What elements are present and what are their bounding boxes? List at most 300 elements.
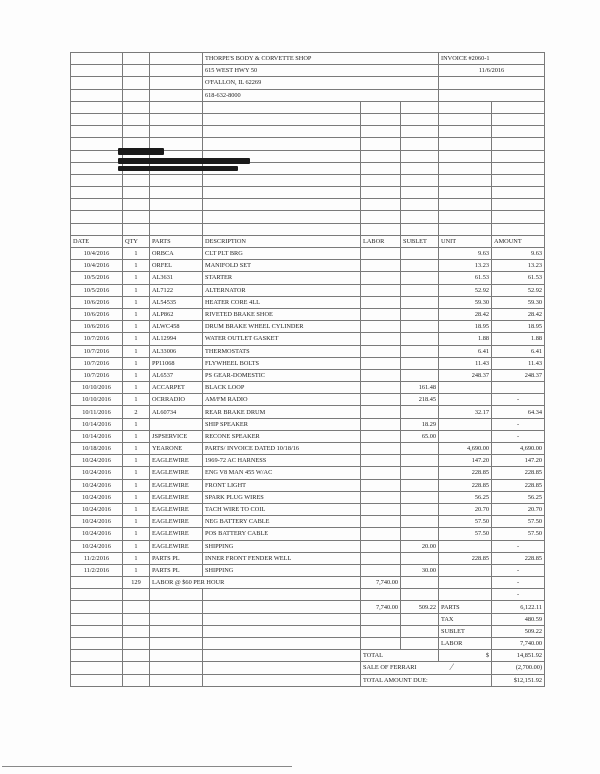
table-cell [361,394,401,406]
sublet-value: 509.22 [492,625,545,637]
table-cell: 10/18/2016 [71,443,123,455]
table-cell [123,650,150,662]
table-cell [71,223,123,235]
table-cell: 4,690.00 [492,443,545,455]
invoice-date: 11/6/2016 [439,65,545,77]
table-cell: 10/24/2016 [71,528,123,540]
table-row [71,503,545,515]
table-cell [401,126,439,138]
table-cell [361,248,401,260]
table-cell [150,101,203,113]
table-row [71,625,545,637]
table-row [71,101,545,113]
table-cell: 52.92 [492,284,545,296]
table-cell: 7,740.00 [361,577,401,589]
table-cell: 18.95 [439,321,492,333]
shop-phone: 618-632-8000 [203,89,439,101]
table-cell: 1 [123,443,150,455]
redaction-bar [118,148,164,155]
table-cell [123,101,150,113]
table-cell [361,516,401,528]
table-cell [401,150,439,162]
amount-due-value: $12,151.92 [492,674,545,686]
table-row [71,638,545,650]
shop-city: O'FALLON, IL 62269 [203,77,439,89]
table-cell [401,406,439,418]
table-cell: 57.50 [439,516,492,528]
table-cell: 1 [123,333,150,345]
table-cell: - [492,564,545,576]
table-cell: 1 [123,479,150,491]
table-cell: 10/24/2016 [71,491,123,503]
table-cell: 13.23 [492,260,545,272]
table-cell [203,625,361,637]
table-row [71,516,545,528]
table-cell: 1 [123,321,150,333]
table-cell: 1.88 [492,333,545,345]
table-cell [123,174,150,186]
table-cell [401,589,439,601]
column-header: DESCRIPTION [203,235,361,247]
table-row [71,260,545,272]
table-cell: 18.29 [401,418,439,430]
total-label: TOTAL [361,650,439,662]
table-cell [492,174,545,186]
table-cell [492,211,545,223]
table-cell [439,77,545,89]
table-cell [361,357,401,369]
table-cell [361,491,401,503]
table-row [71,65,545,77]
table-cell: 228.85 [492,479,545,491]
table-cell [492,199,545,211]
table-cell [123,113,150,125]
table-cell: 57.50 [492,516,545,528]
table-cell [401,101,439,113]
table-cell [361,101,401,113]
table-cell [361,211,401,223]
table-cell: RIVETED BRAKE SHOE [203,308,361,320]
table-cell: 147.20 [492,455,545,467]
table-cell [123,77,150,89]
table-cell [150,418,203,430]
table-cell: 1 [123,564,150,576]
table-cell: - [492,418,545,430]
table-row [71,662,545,674]
table-cell: TACH WIRE TO COIL [203,503,361,515]
table-row [71,467,545,479]
column-header: LABOR [361,235,401,247]
table-cell [361,382,401,394]
table-row [71,53,545,65]
table-cell: ORFEL [150,260,203,272]
table-row [71,674,545,686]
tax-label: TAX [439,613,492,625]
shop-name: THORPE'S BODY & CORVETTE SHOP [203,53,439,65]
table-cell [439,382,492,394]
table-cell [361,369,401,381]
table-cell [150,638,203,650]
table-cell [361,552,401,564]
invoice-number: INVOICE #2060-1 [439,53,545,65]
table-row [71,406,545,418]
column-header: QTY [123,235,150,247]
table-row [71,284,545,296]
table-row [71,199,545,211]
table-cell: SHIPPING [203,540,361,552]
tax-value: 480.59 [492,613,545,625]
table-cell: 1 [123,260,150,272]
table-cell: 57.50 [439,528,492,540]
table-cell [150,662,203,674]
table-cell [401,443,439,455]
table-cell [71,674,123,686]
table-cell [439,162,492,174]
table-row [71,345,545,357]
table-cell: 10/7/2016 [71,369,123,381]
table-cell: 1 [123,296,150,308]
table-cell: 30.00 [401,564,439,576]
table-cell [401,613,439,625]
table-row [71,248,545,260]
table-cell [150,589,203,601]
table-cell: 9.63 [492,248,545,260]
table-cell [361,260,401,272]
table-row [71,613,545,625]
table-cell [150,625,203,637]
table-cell: 1 [123,418,150,430]
table-cell: 56.25 [492,491,545,503]
table-cell: 1 [123,345,150,357]
table-cell: 1.88 [439,333,492,345]
table-cell [71,662,123,674]
table-cell [401,455,439,467]
table-cell [123,89,150,101]
table-cell [123,199,150,211]
table-row [71,357,545,369]
table-cell [71,174,123,186]
table-cell [492,126,545,138]
table-cell: 228.85 [492,552,545,564]
table-cell: BLACK LOOP [203,382,361,394]
table-cell: PS GEAR-DOMESTIC [203,369,361,381]
pen-mark: ⁄ [451,662,453,672]
table-cell: PP11068 [150,357,203,369]
table-cell: REAR BRAKE DRUM [203,406,361,418]
table-cell [150,199,203,211]
total-value: 14,851.92 [492,650,545,662]
table-cell: 1 [123,248,150,260]
table-cell [203,662,361,674]
table-cell [439,211,492,223]
table-row [71,89,545,101]
table-cell: - [492,430,545,442]
table-cell [401,272,439,284]
table-cell: THERMOSTATS [203,345,361,357]
table-cell [203,674,361,686]
table-cell: 65.00 [401,430,439,442]
table-cell [203,199,361,211]
table-cell [401,284,439,296]
table-row [71,601,545,613]
sublet-label: SUBLET [439,625,492,637]
table-cell [401,577,439,589]
table-cell [71,53,123,65]
table-cell [361,613,401,625]
table-cell: 64.34 [492,406,545,418]
table-cell: 1 [123,357,150,369]
table-cell: 228.85 [439,467,492,479]
table-cell: 20.00 [401,540,439,552]
shop-address: 615 WEST HWY 50 [203,65,439,77]
sale-value: (2,700.00) [492,662,545,674]
table-cell: AL54535 [150,296,203,308]
table-cell [401,357,439,369]
table-cell [123,65,150,77]
table-cell [401,248,439,260]
table-cell [361,418,401,430]
table-cell: - [492,394,545,406]
table-cell [401,552,439,564]
table-cell: 1 [123,430,150,442]
table-cell: FRONT LIGHT [203,479,361,491]
table-cell [401,321,439,333]
table-cell [439,540,492,552]
table-cell [401,345,439,357]
table-cell [203,174,361,186]
table-cell [492,162,545,174]
table-cell: 1 [123,272,150,284]
table-cell: 1 [123,552,150,564]
table-cell: AL60734 [150,406,203,418]
table-cell [203,138,361,150]
table-cell [150,113,203,125]
table-row [71,113,545,125]
table-cell: DRUM BRAKE WHEEL CYLINDER [203,321,361,333]
table-cell [150,650,203,662]
table-cell [150,174,203,186]
table-cell: 18.95 [492,321,545,333]
table-cell: 228.85 [492,467,545,479]
table-cell: 61.53 [492,272,545,284]
table-cell: 10/24/2016 [71,540,123,552]
table-cell: 10/24/2016 [71,467,123,479]
table-cell [401,516,439,528]
table-cell: PARTS PL [150,552,203,564]
table-row [71,308,545,320]
table-cell: 10/7/2016 [71,345,123,357]
scan-edge-line [2,766,292,767]
table-cell [203,223,361,235]
table-cell: OCRRADIO [150,394,203,406]
table-cell: 10/5/2016 [71,284,123,296]
table-cell: POS BATTERY CABLE [203,528,361,540]
column-header: UNIT [439,235,492,247]
table-cell [361,467,401,479]
table-row [71,589,545,601]
table-cell [71,126,123,138]
table-cell [439,418,492,430]
table-cell [71,101,123,113]
table-row [71,394,545,406]
table-cell: AL3631 [150,272,203,284]
table-cell: INNER FRONT FENDER WELL [203,552,361,564]
table-cell [439,589,492,601]
table-cell [71,187,123,199]
table-cell [439,101,492,113]
table-cell: 248.37 [439,369,492,381]
table-cell [71,150,123,162]
table-cell [439,150,492,162]
table-cell: RECONE SPEAKER [203,430,361,442]
table-row [71,187,545,199]
table-cell: HEATER CORE 4LL [203,296,361,308]
table-cell: ENG V8 MAN 455 W/AC [203,467,361,479]
table-cell: 161.48 [401,382,439,394]
table-cell [401,199,439,211]
table-row [71,235,545,247]
table-cell: 59.30 [439,296,492,308]
table-cell [401,467,439,479]
table-row [71,333,545,345]
sale-label: SALE OF FERRARI [361,662,492,674]
table-cell: AL12994 [150,333,203,345]
table-row [71,418,545,430]
table-cell [361,272,401,284]
table-cell [123,223,150,235]
table-cell [361,406,401,418]
table-cell: EAGLEWIRE [150,455,203,467]
table-cell [203,211,361,223]
table-cell: 9.63 [439,248,492,260]
column-header: AMOUNT [492,235,545,247]
table-cell [439,174,492,186]
table-cell: SHIP SPEAKER [203,418,361,430]
labor-description: LABOR @ $60 PER HOUR [150,577,361,589]
table-cell: 10/11/2016 [71,406,123,418]
table-cell [203,126,361,138]
table-cell: 228.85 [439,552,492,564]
table-cell: ORBCA [150,248,203,260]
table-cell [439,394,492,406]
table-cell [401,503,439,515]
table-cell: 10/7/2016 [71,333,123,345]
table-cell [123,53,150,65]
table-row [71,272,545,284]
table-cell [401,638,439,650]
column-header: SUBLET [401,235,439,247]
table-cell: 228.85 [439,479,492,491]
table-cell [71,65,123,77]
table-cell [123,601,150,613]
table-cell [439,199,492,211]
table-cell [203,113,361,125]
table-cell: 10/4/2016 [71,260,123,272]
table-cell [401,333,439,345]
table-cell [361,187,401,199]
table-cell: STARTER [203,272,361,284]
table-cell: - [492,540,545,552]
table-cell: EAGLEWIRE [150,516,203,528]
table-cell [401,113,439,125]
table-cell [123,662,150,674]
table-cell [150,89,203,101]
table-cell [439,577,492,589]
table-cell: 1969-72 AC HARNESS [203,455,361,467]
table-row [71,577,545,589]
table-cell: 1 [123,540,150,552]
table-cell [123,638,150,650]
table-cell: EAGLEWIRE [150,491,203,503]
table-cell [492,138,545,150]
table-row [71,552,545,564]
table-cell: 10/24/2016 [71,479,123,491]
table-cell: 13.23 [439,260,492,272]
table-cell [492,113,545,125]
table-cell [492,382,545,394]
table-row [71,382,545,394]
table-cell: SHIPPING [203,564,361,576]
table-cell: AL6537 [150,369,203,381]
total-currency: $ [439,650,492,662]
table-cell: YEARONE [150,443,203,455]
table-cell: 10/24/2016 [71,455,123,467]
sublet-total: 509.22 [401,601,439,613]
table-cell [71,211,123,223]
table-cell: PARTS/ INVOICE DATED 10/18/16 [203,443,361,455]
amount-due-label: TOTAL AMOUNT DUE: [361,674,492,686]
table-cell [123,126,150,138]
table-cell: FLYWHEEL BOLTS [203,357,361,369]
table-cell [123,674,150,686]
table-cell [401,308,439,320]
table-cell: 10/5/2016 [71,272,123,284]
table-cell: 28.42 [492,308,545,320]
table-cell [150,674,203,686]
table-cell [361,455,401,467]
table-cell: 1 [123,467,150,479]
table-cell: EAGLEWIRE [150,540,203,552]
table-cell: 10/10/2016 [71,382,123,394]
redaction-bar [118,158,250,164]
table-cell [361,625,401,637]
table-cell [203,613,361,625]
table-cell: 10/7/2016 [71,357,123,369]
table-row [71,564,545,576]
table-cell: 10/24/2016 [71,503,123,515]
table-cell: 28.42 [439,308,492,320]
table-cell: 10/14/2016 [71,430,123,442]
table-row [71,211,545,223]
table-cell: 10/10/2016 [71,394,123,406]
table-cell [150,223,203,235]
table-cell [123,589,150,601]
table-cell: JSPSERVICE [150,430,203,442]
table-cell [361,321,401,333]
table-cell [401,625,439,637]
table-cell: MANIFOLD SET [203,260,361,272]
table-cell [203,589,361,601]
table-cell [361,138,401,150]
table-cell [71,199,123,211]
table-cell [401,138,439,150]
table-cell: SPARK PLUG WIRES [203,491,361,503]
table-cell [150,77,203,89]
table-cell [71,162,123,174]
table-cell [492,223,545,235]
labor-label: LABOR [439,638,492,650]
table-cell: ALTERNATOR [203,284,361,296]
